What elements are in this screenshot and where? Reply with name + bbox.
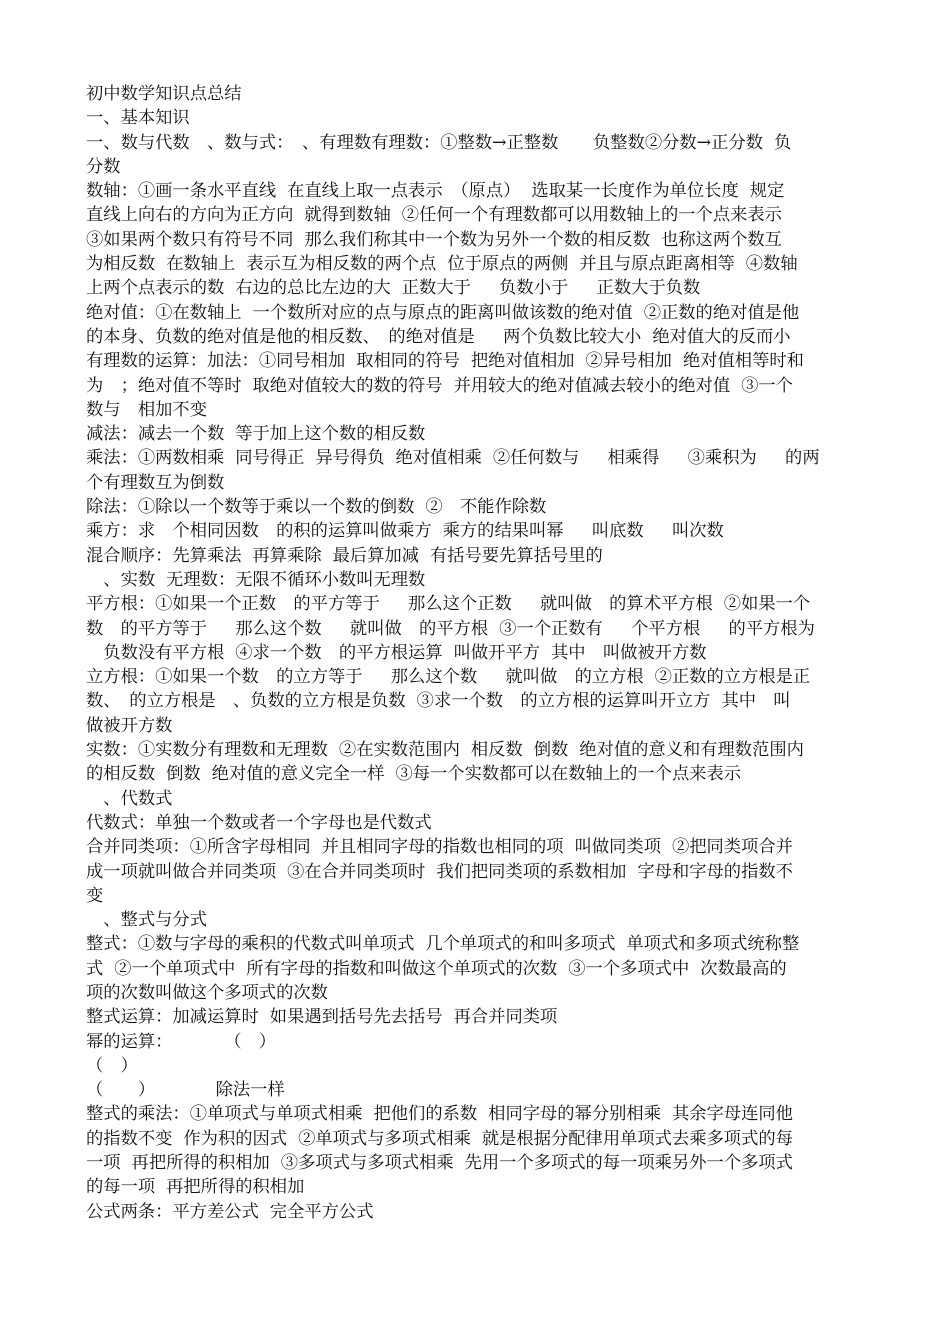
text-line: 成一项就叫做合并同类项 ③在合并同类项时 我们把同类项的系数相加 字母和字母的指数不	[86, 861, 793, 882]
text-line: 混合顺序：先算乘法 再算乘除 最后算加减 有括号要先算括号里的	[86, 545, 603, 566]
text-line: 分数	[86, 156, 121, 177]
text-line: 一、数与代数 、数与式： 、有理数有理数：①整数→正整数 负整数②分数→正分数 负	[86, 132, 792, 153]
text-line: 式 ②一个单项式中 所有字母的指数和叫做这个单项式的次数 ③一个多项式中 次数最高的	[86, 958, 787, 979]
text-line: 的每一项 再把所得的积相加	[86, 1177, 305, 1198]
text-line: 为相反数 在数轴上 表示互为相反数的两个点 位于原点的两侧 并且与原点距离相等 ④数轴	[86, 254, 798, 275]
text-line: 、代数式	[86, 788, 173, 809]
text-line: 减法：减去一个数 等于加上这个数的相反数	[86, 424, 426, 445]
text-line: 上两个点表示的数 右边的总比左边的大 正数大于 负数小于 正数大于负数	[86, 278, 701, 299]
text-line: 平方根：①如果一个正数 的平方等于 那么这个正数 就叫做 的算术平方根 ②如果一个	[86, 594, 811, 615]
text-line: 立方根：①如果一个数 的立方等于 那么这个数 就叫做 的立方根 ②正数的立方根是正	[86, 667, 811, 688]
text-line: 负数没有平方根 ④求一个数 的平方根运算 叫做开平方 其中 叫做被开方数	[86, 642, 707, 663]
text-line: 的本身、负数的绝对值是他的相反数、 的绝对值是 两个负数比较大小 绝对值大的反而小	[86, 326, 791, 347]
doc-title: 初中数学知识点总结	[86, 84, 242, 104]
text-line: 、实数 无理数：无限不循环小数叫无理数	[86, 569, 426, 590]
section-heading: 一、基本知识	[86, 108, 190, 129]
text-line: 一项 再把所得的积相加 ③多项式与多项式相乘 先用一个多项式的每一项乘另外一个多项式	[86, 1153, 793, 1174]
text-line: 整式运算：加减运算时 如果遇到括号先去括号 再合并同类项	[86, 1007, 558, 1028]
text-line: 的相反数 倒数 绝对值的意义完全一样 ③每一个实数都可以在数轴上的一个点来表示	[86, 764, 742, 785]
text-line: 整式：①数与字母的乘积的代数式叫单项式 几个单项式的和叫多项式 单项式和多项式统称整	[86, 934, 800, 955]
text-line: 幂的运算： （ ）	[86, 1031, 277, 1052]
text-line: 为 ；绝对值不等时 取绝对值较大的数的符号 并用较大的绝对值减去较小的绝对值 ③一个	[86, 375, 793, 396]
text-line: 乘法：①两数相乘 同号得正 异号得负 绝对值相乘 ②任何数与 相乘得 ③乘积为 的两	[86, 448, 820, 469]
text-line: 数与 相加不变	[86, 399, 207, 420]
text-line: 做被开方数	[86, 715, 173, 736]
text-line: （ ）	[86, 1055, 138, 1076]
text-line: 公式两条：平方差公式 完全平方公式	[86, 1201, 374, 1222]
text-line: ③如果两个数只有符号不同 那么我们称其中一个数为另外一个数的相反数 也称这两个数互	[86, 229, 782, 250]
text-line: 个有理数互为倒数	[86, 472, 225, 493]
text-line: 合并同类项：①所含字母相同 并且相同字母的指数也相同的项 叫做同类项 ②把同类项合并	[86, 837, 793, 858]
text-line: 除法：①除以一个数等于乘以一个数的倒数 ② 不能作除数	[86, 497, 547, 518]
text-line: 数轴：①画一条水平直线 在直线上取一点表示 （原点） 选取某一长度作为单位长度 规定	[86, 181, 785, 202]
text-line: （ ） 除法一样	[86, 1080, 285, 1101]
text-line: 绝对值：①在数轴上 一个数所对应的点与原点的距离叫做该数的绝对值 ②正数的绝对值是他	[86, 302, 800, 323]
text-line: 实数：①实数分有理数和无理数 ②在实数范围内 相反数 倒数 绝对值的意义和有理数范围内	[86, 740, 804, 761]
text-line: 项的次数叫做这个多项式的次数	[86, 982, 328, 1003]
text-line: 数 的平方等于 那么这个数 就叫做 的平方根 ③一个正数有 个平方根 的平方根为	[86, 618, 815, 639]
text-line: 乘方：求 个相同因数 的积的运算叫做乘方 乘方的结果叫幂 叫底数 叫次数	[86, 521, 724, 542]
text-line: 有理数的运算：加法：①同号相加 取相同的符号 把绝对值相加 ②异号相加 绝对值相等时和	[86, 351, 804, 372]
text-line: 代数式：单独一个数或者一个字母也是代数式	[86, 812, 432, 833]
text-line: 直线上向右的方向为正方向 就得到数轴 ②任何一个有理数都可以用数轴上的一个点来表示	[86, 205, 782, 226]
text-line: 整式的乘法：①单项式与单项式相乘 把他们的系数 相同字母的幂分别相乘 其余字母连同他	[86, 1104, 793, 1125]
text-line: 变	[86, 885, 104, 906]
document-page	[86, 82, 876, 1224]
text-line: 的指数不变 作为积的因式 ②单项式与多项式相乘 就是根据分配律用单项式去乘多项式的每	[86, 1128, 793, 1149]
text-line: 数、 的立方根是 、负数的立方根是负数 ③求一个数 的立方根的运算叫开立方 其中 叫	[86, 691, 791, 712]
text-line: 、整式与分式	[86, 910, 207, 931]
